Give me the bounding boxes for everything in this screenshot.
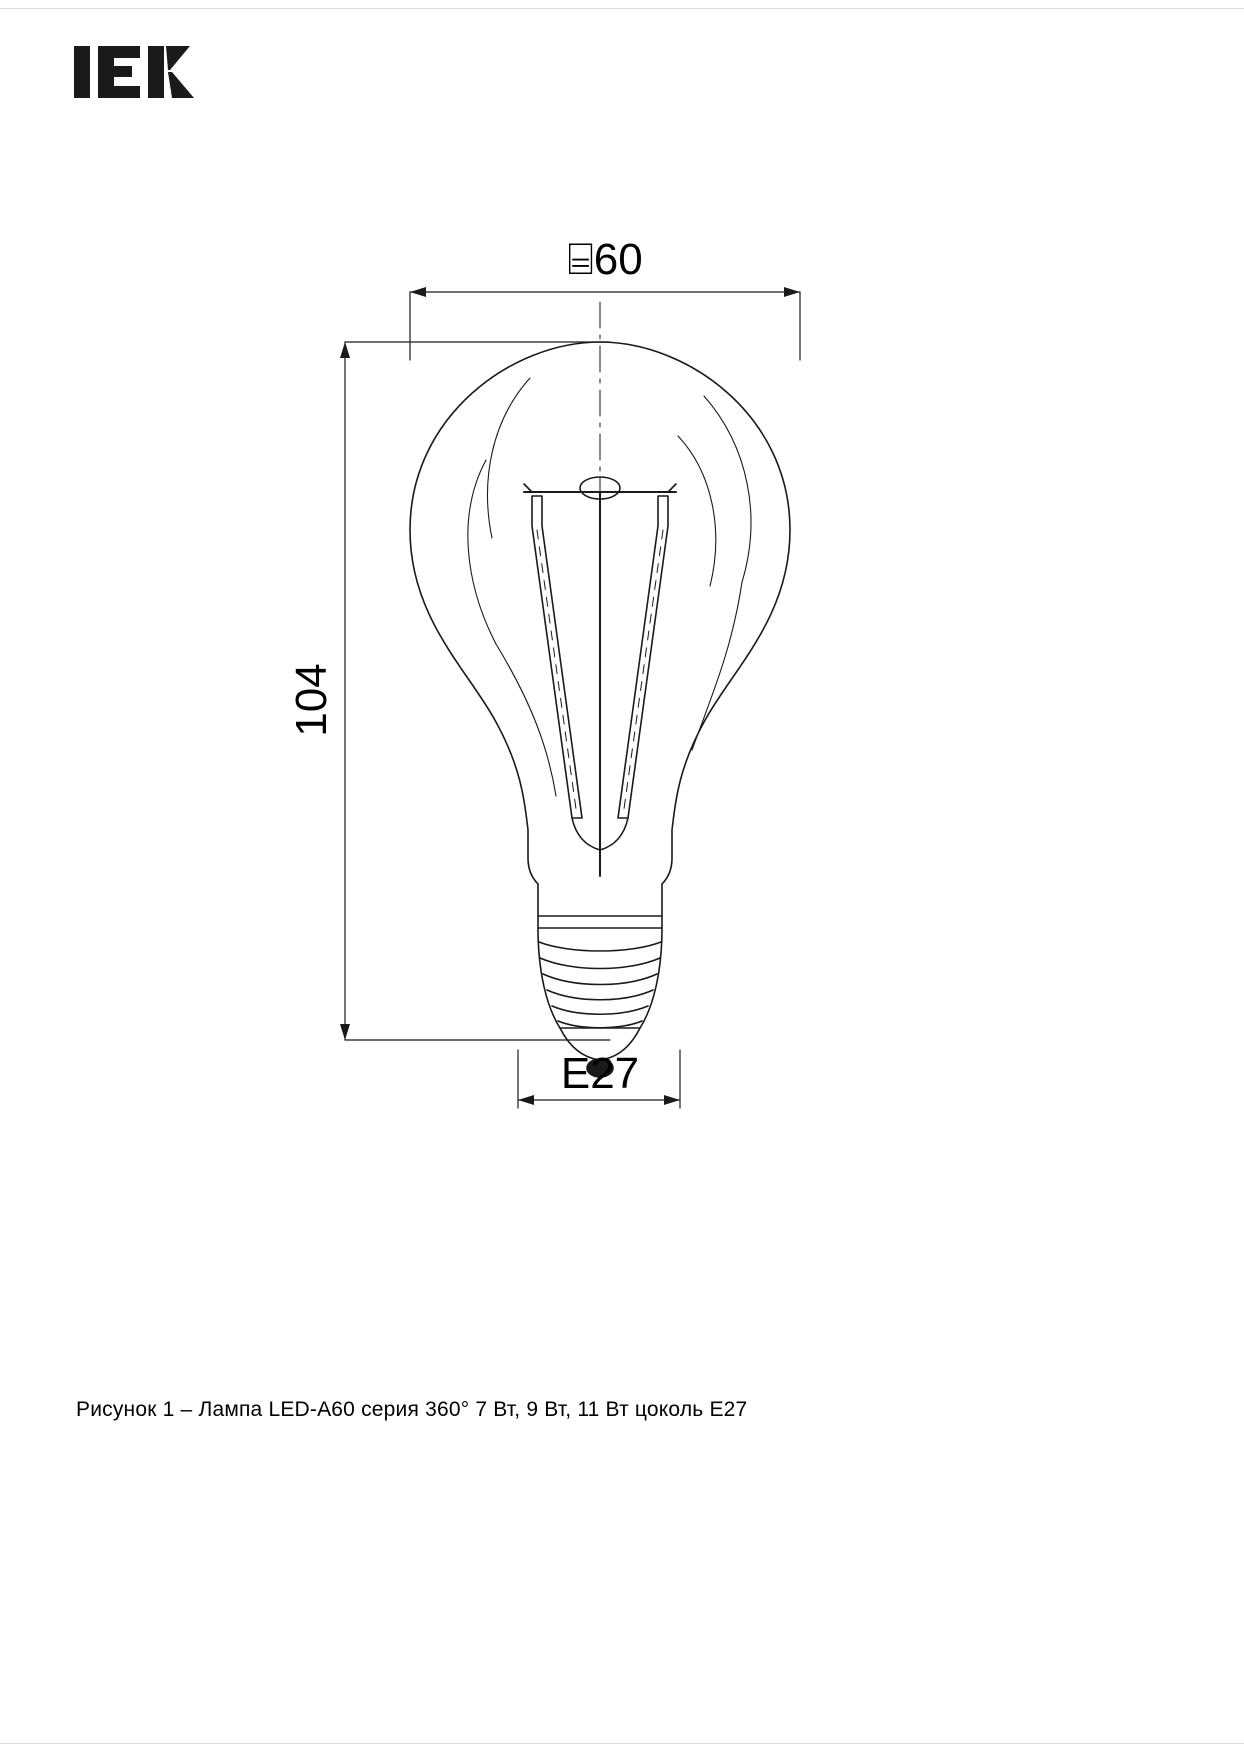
dimension-diameter (410, 287, 800, 360)
filament-assembly (524, 477, 676, 876)
inner-wire (496, 582, 742, 796)
glass-highlights (468, 378, 751, 644)
dimension-height-label: 104 (287, 663, 336, 737)
page-rule-bottom (0, 1743, 1244, 1744)
dimension-height (340, 342, 610, 1040)
lamp-technical-drawing (280, 230, 920, 1130)
dimension-base-label: E27 (560, 1049, 640, 1098)
iek-logo (72, 36, 202, 108)
dimension-diameter-label: ⌸60 (567, 235, 643, 284)
page-rule-top (0, 8, 1244, 9)
figure-caption: Рисунок 1 – Лампа LED-A60 серия 360° 7 Вт, 9 Вт, 11 Вт цоколь E27 (76, 1398, 748, 1421)
